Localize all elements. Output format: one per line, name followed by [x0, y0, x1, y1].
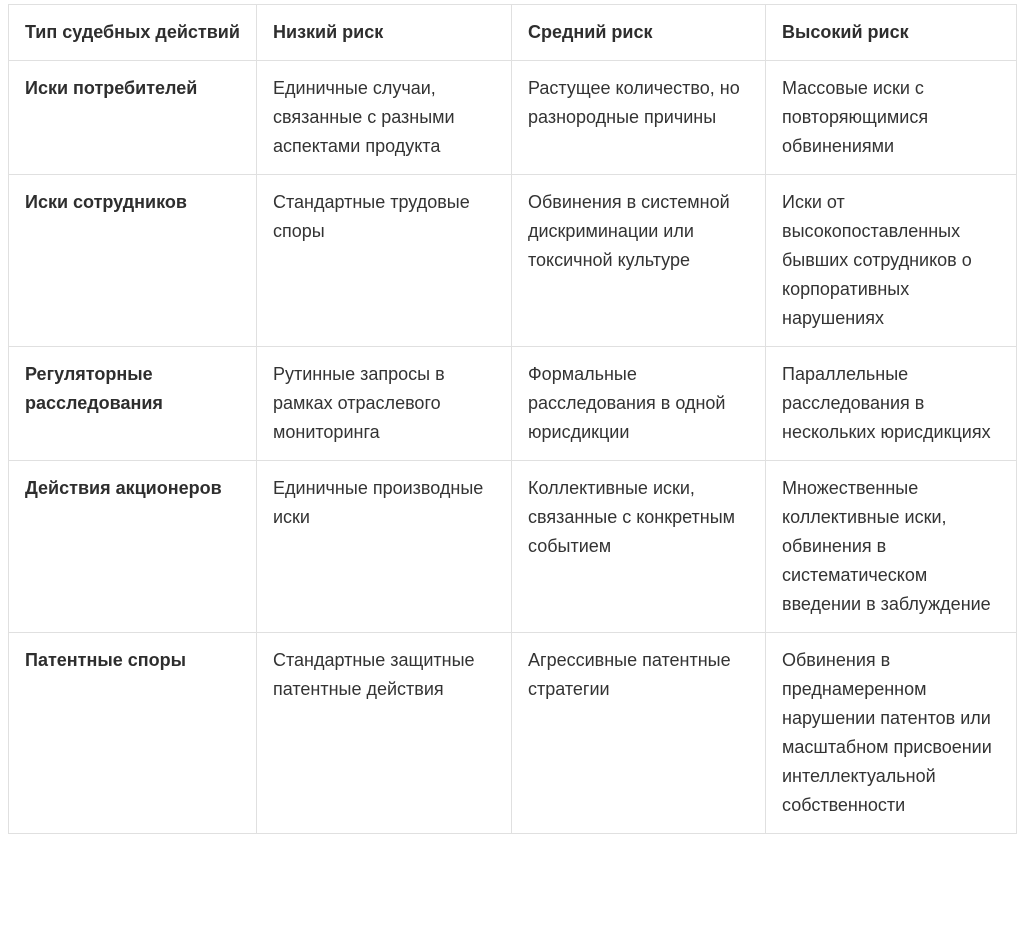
risk-cell-high: Обвинения в преднамеренном нарушении патентов или масштабном присвоении интеллектуальной собственности	[766, 633, 1017, 834]
risk-cell-high: Множественные коллективные иски, обвинения в систематическом введении в заблуждение	[766, 461, 1017, 633]
risk-cell-medium: Растущее количество, но разнородные причины	[512, 61, 766, 175]
table-row	[9, 175, 1017, 347]
risk-cell-medium: Коллективные иски, связанные с конкретным событием	[512, 461, 766, 633]
row-header-patent-disputes: Патентные споры	[9, 633, 257, 834]
risk-cell-low: Стандартные защитные патентные действия	[257, 633, 512, 834]
risk-cell-low: Единичные случаи, связанные с разными аспектами продукта	[257, 61, 512, 175]
table-row	[9, 347, 1017, 461]
risk-cell-low: Единичные производные иски	[257, 461, 512, 633]
risk-cell-medium: Формальные расследования в одной юрисдикции	[512, 347, 766, 461]
row-header-consumer-lawsuits: Иски потребителей	[9, 61, 257, 175]
table-row	[9, 61, 1017, 175]
risk-cell-medium: Агрессивные патентные стратегии	[512, 633, 766, 834]
table-header-row	[9, 5, 1017, 61]
column-header-high-risk: Высокий риск	[766, 5, 1017, 61]
row-header-shareholder-actions: Действия акционеров	[9, 461, 257, 633]
column-header-low-risk: Низкий риск	[257, 5, 512, 61]
table-row	[9, 633, 1017, 834]
risk-cell-medium: Обвинения в системной дискриминации или токсичной культуре	[512, 175, 766, 347]
column-header-medium-risk: Средний риск	[512, 5, 766, 61]
row-header-regulatory-investigations: Регуляторные расследования	[9, 347, 257, 461]
legal-risk-table	[8, 4, 1017, 834]
risk-cell-high: Параллельные расследования в нескольких юрисдикциях	[766, 347, 1017, 461]
risk-cell-low: Рутинные запросы в рамках отраслевого мониторинга	[257, 347, 512, 461]
risk-cell-low: Стандартные трудовые споры	[257, 175, 512, 347]
risk-cell-high: Иски от высокопоставленных бывших сотрудников о корпоративных нарушениях	[766, 175, 1017, 347]
table-row	[9, 461, 1017, 633]
risk-cell-high: Массовые иски с повторяющимися обвинениями	[766, 61, 1017, 175]
row-header-employee-lawsuits: Иски сотрудников	[9, 175, 257, 347]
column-header-action-type: Тип судебных действий	[9, 5, 257, 61]
